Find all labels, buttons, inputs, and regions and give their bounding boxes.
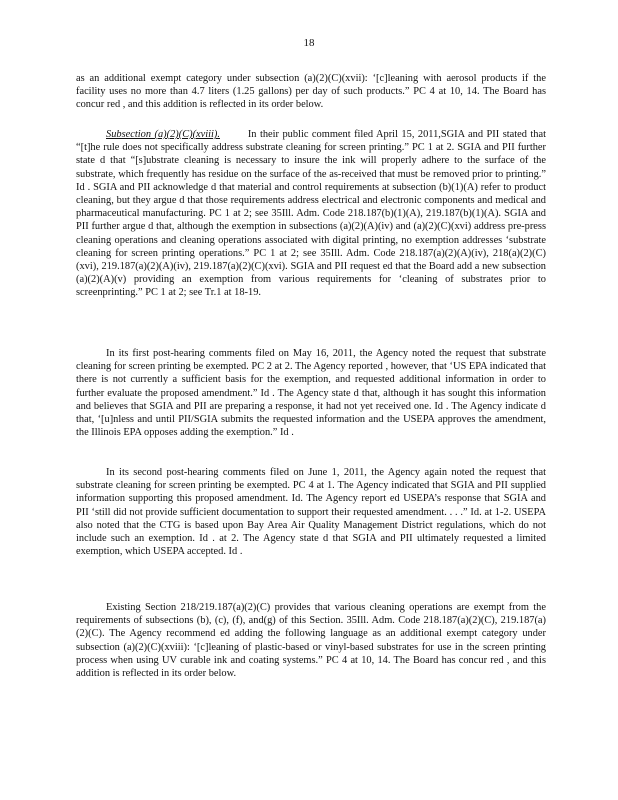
paragraph-2-text: In their public comment filed April 15, 2011,SGIA and PII stated that “[t]he rule does not specifically address substrate cleaning for screen printing.” PC 1 at 2. SGIA and PII further state d that “[s]ubstrate cleaning is necessary to insure the ink will properly adhere to the surface of the substrate, which frequently has residue on the surface of the as-received that must be removed prior to printing.” Id . SGIA and PII acknowledge d that material and control requirements at subsection (b)(1)(A) refer to product cleaning, but they argue d that those requirements address electrical and electronic components and medical and pharmaceutical manufacturing. PC 1 at 2; see 35Ill. Adm. Code 218.187(b)(1)(A), 219.187(b)(1)(A). SGIA and PII further argue d that, although the exemption in subsections (a)(2)(A)(iv) and (a)(2)(C)(xvi) address pre-press cleaning operations and cleaning operations associated with digital printing, no exemption addresses ‘substrate cleaning for screen printing operations.” PC 1 at 2; see 35Ill. Adm. Code 218.187(a)(2)(A)(iv), 218(a)(2)(C)(xvi), 219.187(a)(2)(A)(iv), 219.187(a)(2)(C)(xvi). SGIA and PII request ed that the Board add a new subsection (a)(2)(A)(v) providing an exemption from various requirements for ‘cleaning of substrates prior to screenprinting.” PC 1 at 2; see Tr.1 at 18-19.: [76, 129, 547, 299]
paragraph-1: [76, 72, 546, 112]
paragraph-5-text: Existing Section 218/219.187(a)(2)(C) provides that various cleaning operations are exempt from the requirements of subsections (b), (c), (f), and(g) of this Section. 35Ill. Adm. Code 218.187(a)(2)(C), 219.187(a)(2)(C). The Agency recommend ed adding the following language as an additional exempt category under subsection (a)(2)(C)(xviii): ‘[c]leaning of plastic-based or vinyl-based substrates for use in the screen printing process when using UV curable ink and coating systems.” PC 4 at 10, 14. The Board has concur red , and this addition is reflected in its order below.: [76, 602, 546, 680]
paragraph-5: [76, 601, 546, 680]
paragraph-3: [76, 347, 546, 439]
page-number: 18: [303, 37, 315, 49]
paragraph-1-text: as an additional exempt category under subsection (a)(2)(C)(xvii): ‘[c]leaning with aerosol products if the facility uses no more than 4.7 liters (1.25 gallons) per day of such products.” PC 4 at 10, 14. The Board has concur red , and this addition is reflected in its order below.: [76, 73, 546, 111]
paragraph-3-text: In its first post-hearing comments filed on May 16, 2011, the Agency noted the request that substrate cleaning for screen printing be exempted. PC 2 at 2. The Agency reported , however, that ‘US EPA indicated that there is not currently a sufficient basis for the exemption, and requested additional information in order to further evaluate the proposed amendment.” Id . The Agency state d that, although it has sought this information and believes that SGIA and PII are preparing a response, it had not yet received one. Id . The Agency indicate d that, ‘[u]nless and until PII/SGIA submits the requested information and the USEPA approves the amendment, the Illinois EPA opposes adding the exemption.” Id .: [76, 348, 546, 439]
section-heading-xviii: Subsection (a)(2)(C)(xviii).: [106, 129, 220, 140]
paragraph-4: [76, 466, 546, 558]
paragraph-4-text: In its second post-hearing comments filed on June 1, 2011, the Agency again noted the request that substrate cleaning for screen printing be exempted. PC 4 at 1. The Agency indicated that SGIA and PII supplied information supporting this proposed amendment. Id. The Agency report ed USEPA’s response that SGIA and PII ‘still did not provide sufficient documentation to support their requested amendment. . . .” Id. at 1-2. USEPA also noted that the CTG is based upon Bay Area Air Quality Management District regulations, which do not include such an exemption. Id . at 2. The Agency state d that SGIA and PII ultimately requested a limited exemption, which USEPA accepted. Id .: [76, 467, 546, 558]
paragraph-2: [76, 128, 546, 300]
